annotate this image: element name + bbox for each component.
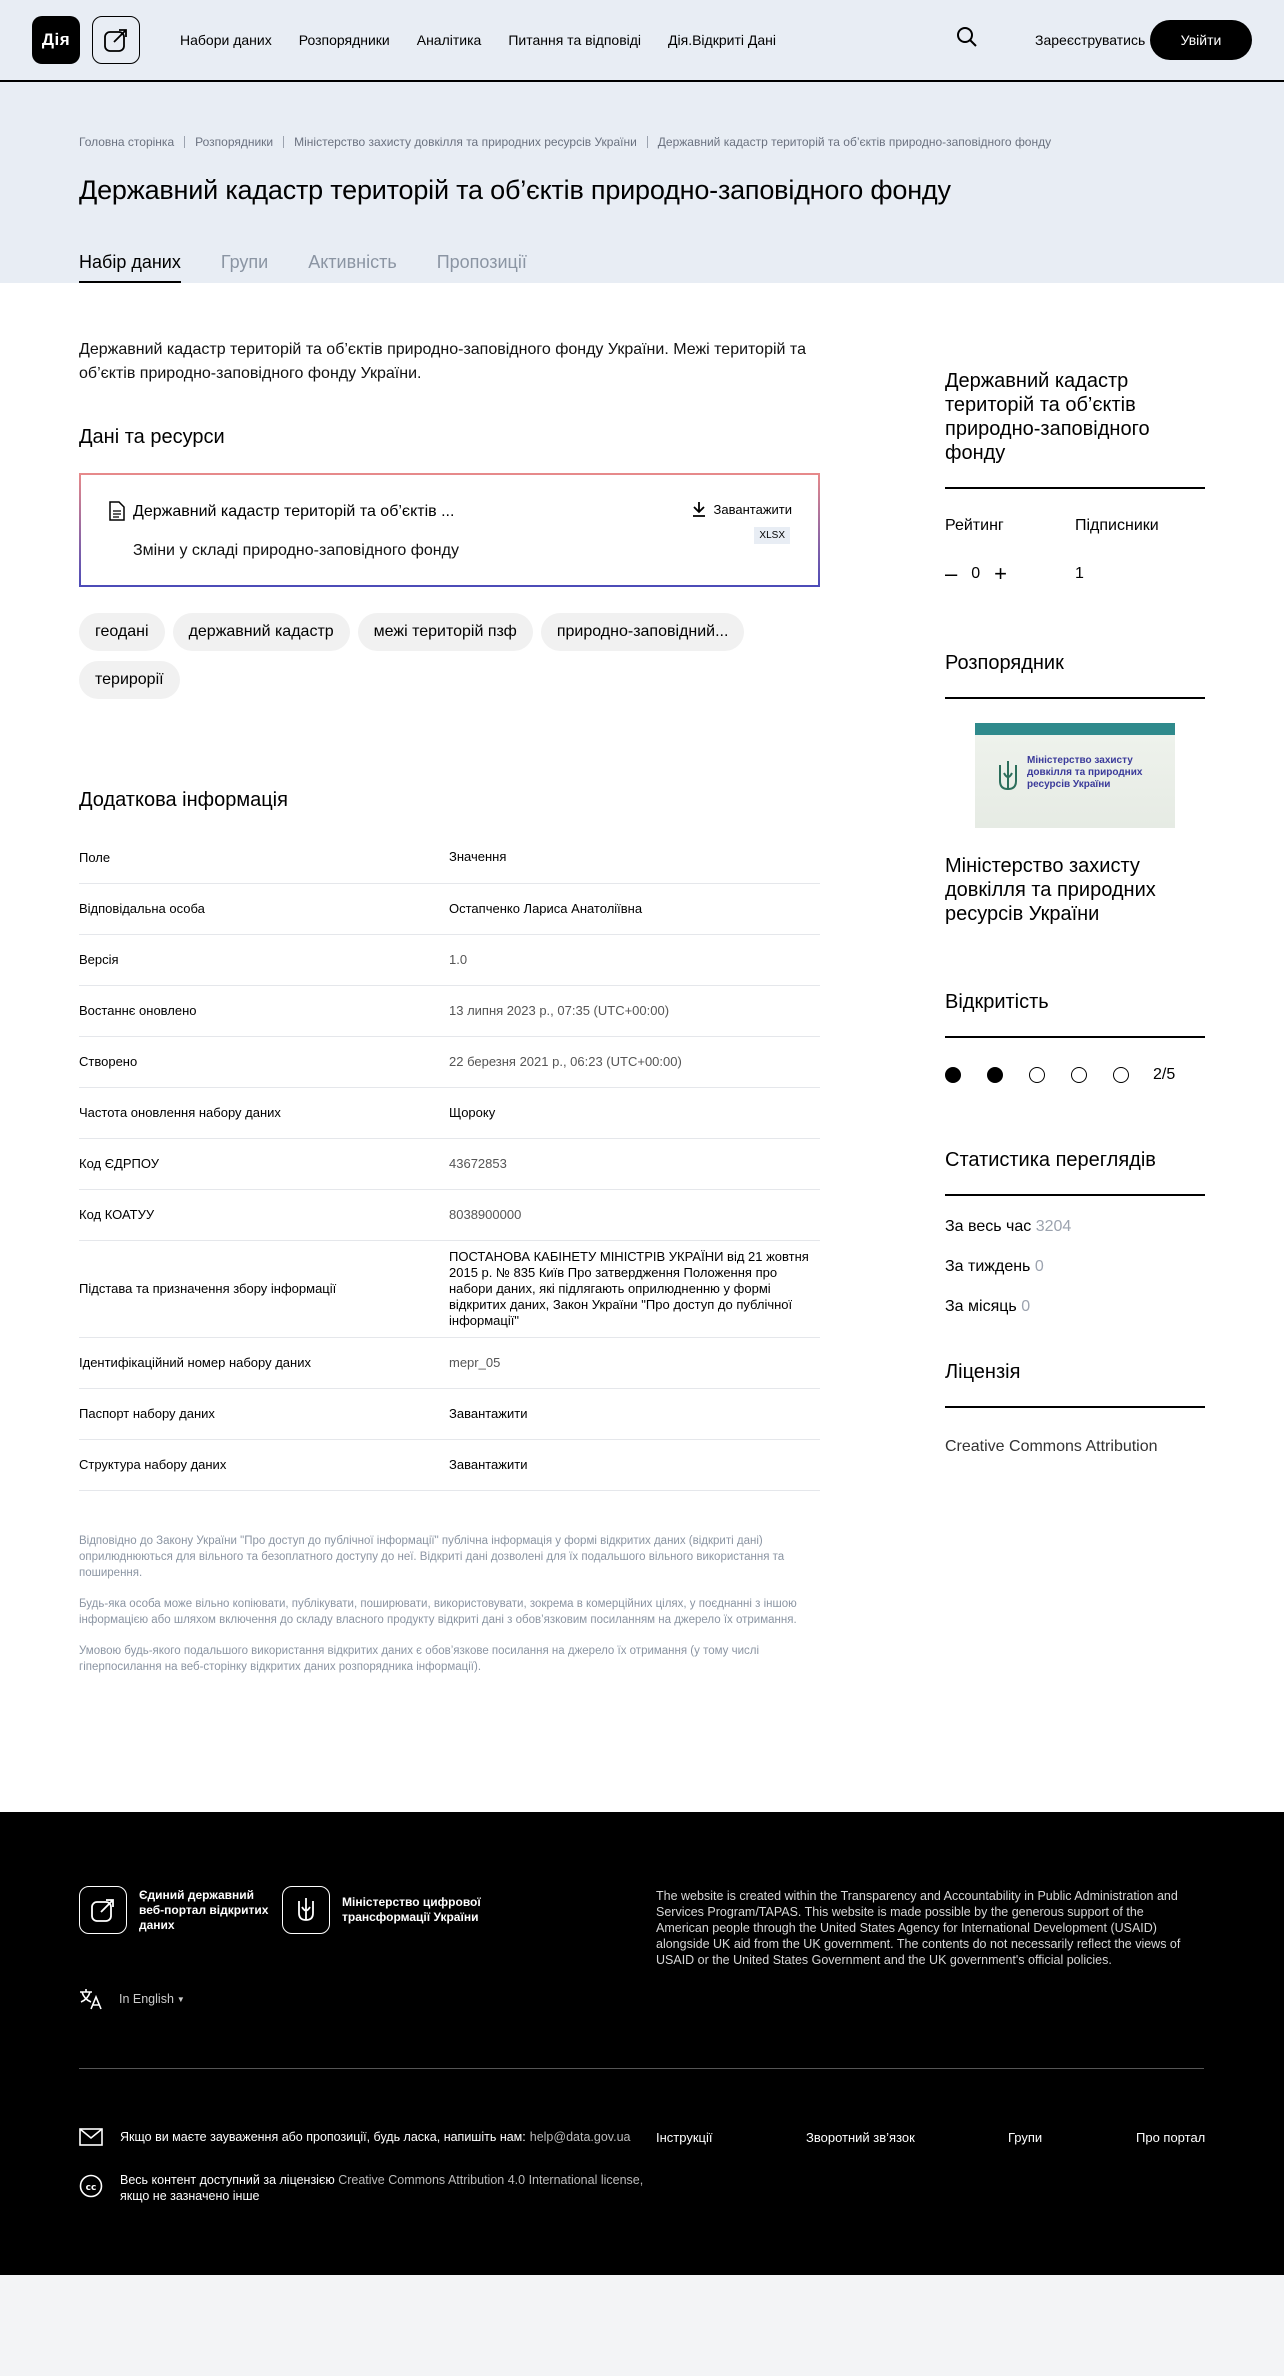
table-row: [79, 985, 820, 1036]
sidebar: [945, 283, 1205, 1456]
resource-card[interactable]: [79, 473, 820, 587]
row-key: Ідентифікаційний номер набору даних: [79, 1337, 449, 1388]
rating-control: [945, 561, 1205, 587]
dia-logo[interactable]: Дія: [32, 16, 80, 64]
row-value: ПОСТАНОВА КАБІНЕТУ МІНІСТРІВ УКРАЇНИ від 21 жовтня 2015 р. № 835 Київ Про затвердження Положення про набори даних, які підлягають оприлюдненню у формі відкритих даних, Закон України "Про доступ до публічної інформації": [449, 1240, 820, 1337]
breadcrumb-current: Державний кадастр територій та об’єктів природно-заповідного фонду: [657, 135, 1052, 149]
feedback-text: Якщо ви маєте зауваження або пропозиції, будь ласка, напишіть нам:: [120, 2130, 526, 2144]
resource-name[interactable]: Державний кадастр територій та об’єктів ...: [133, 503, 455, 520]
resource-download-label: Завантажити: [713, 501, 792, 517]
open-data-portal-logo-icon[interactable]: [92, 16, 140, 64]
additional-info-heading: Додаткова інформація: [79, 789, 288, 811]
breadcrumb-publishers[interactable]: Розпорядники: [195, 136, 284, 148]
footer-link-about[interactable]: Про портал: [1136, 2130, 1206, 2145]
dataset-description: Державний кадастр територій та об’єктів природно-заповідного фонду України. Межі територій та об’єктів природно-заповідного фонду України.: [79, 341, 806, 382]
stat-week: [945, 1258, 1205, 1276]
row-value: Щороку: [449, 1087, 820, 1138]
stat-value: 3204: [1035, 1218, 1072, 1235]
tag-item[interactable]: природно-заповідний...: [541, 613, 745, 651]
stat-label: За місяць: [945, 1298, 1017, 1315]
legal-paragraph: Будь-яка особа може вільно копіювати, публікувати, поширювати, використовувати, зокрема в комерційних цілях, у поєднанні з іншою інформацією або шляхом включення до складу власного продукту відкриті дані з обов’язковим посиланням на джерело їх отримання.: [79, 1597, 797, 1626]
table-row: [79, 1189, 820, 1240]
stat-label: За тиждень: [945, 1258, 1031, 1275]
trident-icon: [997, 759, 1019, 795]
stat-month: [945, 1298, 1205, 1316]
openness-dot: [945, 1067, 961, 1083]
row-key: Відповідальна особа: [79, 883, 449, 934]
footer-usaid-note: The website is created within the Transparency and Accountability in Public Administration and Services Program/TAPAS. This website is made possible by the generous support of the American people through the United States Agency for International Development (USAID) alongside UK aid from the UK government. The contents do not necessarily reflect the views of USAID or the United States Government and the UK government's official policies.: [656, 1889, 1181, 1967]
legal-paragraph: Умовою будь-якого подальшого використання відкритих даних є обов’язкове посилання на джерело їх отримання (у тому числі гіперпосилання на веб-сторінку відкритих даних розпорядника інформації).: [79, 1644, 760, 1673]
resource-download-button[interactable]: [692, 501, 792, 517]
row-value: mepr_05: [449, 1337, 820, 1388]
row-key: Створено: [79, 1036, 449, 1087]
tab-dataset[interactable]: Набір даних: [79, 252, 181, 283]
trident-icon: [282, 1886, 330, 1934]
license-link[interactable]: Creative Commons Attribution: [945, 1438, 1158, 1455]
footer-link-instructions[interactable]: Інструкції: [656, 2130, 713, 2145]
owner-heading: Розпорядник: [945, 651, 1205, 699]
openness-dot: [1071, 1067, 1087, 1083]
tab-groups[interactable]: Групи: [220, 252, 269, 272]
footer-link-feedback[interactable]: Зворотний зв’язок: [806, 2130, 915, 2145]
tag-item[interactable]: терирорії: [79, 661, 180, 699]
download-icon: [692, 501, 706, 517]
table-header-field: Поле: [79, 832, 449, 883]
owner-name[interactable]: Міністерство захисту довкілля та природних ресурсів України: [945, 855, 1156, 925]
translate-icon: [79, 1988, 103, 2010]
structure-download-link[interactable]: Завантажити: [449, 1439, 820, 1490]
row-value: Остапченко Лариса Анатоліївна: [449, 883, 820, 934]
license-prefix: Весь контент доступний за ліцензією: [120, 2173, 335, 2187]
openness-rating: [945, 1066, 1205, 1084]
openness-dot: [1029, 1067, 1045, 1083]
mail-icon: [79, 2128, 103, 2146]
row-value: 1.0: [449, 934, 820, 985]
nav-datasets[interactable]: Набори даних: [180, 32, 272, 48]
rating-increase-button[interactable]: +: [994, 561, 1008, 586]
openness-score: 2/5: [1153, 1066, 1176, 1083]
license-heading: Ліцензія: [945, 1360, 1205, 1408]
nav-publishers[interactable]: Розпорядники: [298, 32, 390, 48]
row-key: Підстава та призначення збору інформації: [79, 1240, 449, 1337]
footer-portal-logo-text: Єдиний державний веб-портал відкритих даних: [139, 1887, 269, 1932]
footer-license-link[interactable]: Creative Commons Attribution 4.0 International license,: [338, 2173, 644, 2187]
row-key: Частота оновлення набору даних: [79, 1087, 449, 1138]
svg-text:cc: cc: [85, 2183, 97, 2193]
openness-heading: Відкритість: [945, 990, 1205, 1038]
footer-feedback: [79, 2128, 630, 2146]
footer: [0, 1812, 1284, 2275]
breadcrumb: [79, 136, 1205, 148]
language-label[interactable]: In English: [119, 1992, 174, 2006]
additional-info-table: [79, 832, 820, 1491]
row-key: Паспорт набору даних: [79, 1388, 449, 1439]
nav-faq[interactable]: Питання та відповіді: [508, 32, 642, 48]
footer-portal-logo[interactable]: [79, 1886, 269, 1934]
feedback-email-link[interactable]: help@data.gov.ua: [529, 2130, 631, 2144]
stats-heading: Статистика переглядів: [945, 1148, 1205, 1196]
owner-section: [945, 651, 1205, 926]
table-header-row: [79, 832, 820, 883]
table-row: [79, 934, 820, 985]
main-column: [79, 283, 820, 1690]
sidebar-dataset-title: Державний кадастр територій та об’єктів природно-заповідного фонду: [945, 369, 1205, 489]
subscribers-label: Підписники: [1075, 517, 1159, 534]
rating-label: Рейтинг: [945, 517, 1004, 534]
open-data-portal-icon: [79, 1886, 127, 1934]
main-nav: [180, 32, 803, 48]
footer-link-groups[interactable]: Групи: [1008, 2130, 1043, 2145]
page-title: Державний кадастр територій та об’єктів природно-заповідного фонду: [79, 175, 951, 205]
footer-ministry-logo-text: Міністерство цифрової трансформації України: [342, 1895, 481, 1924]
stat-value: 0: [1034, 1258, 1044, 1275]
breadcrumb-home[interactable]: Головна сторінка: [79, 136, 185, 148]
tag-item[interactable]: державний кадастр: [173, 613, 350, 651]
row-value: 22 березня 2021 р., 06:23 (UTC+00:00): [449, 1036, 820, 1087]
table-row: [79, 1138, 820, 1189]
chevron-down-icon: ▼: [176, 1994, 185, 2004]
dataset-content: [0, 283, 1284, 1812]
subscribers-count: 1: [1075, 565, 1084, 582]
ministry-logo-text: Міністерство захисту довкілля та природних ресурсів України: [1027, 755, 1143, 790]
table-header-value: Значення: [449, 832, 820, 883]
stat-all-time: [945, 1218, 1205, 1236]
rating-header: [945, 517, 1205, 535]
stat-value: 0: [1021, 1298, 1031, 1315]
row-value: 13 липня 2023 р., 07:35 (UTC+00:00): [449, 985, 820, 1036]
row-key: Версія: [79, 934, 449, 985]
row-value: 43672853: [449, 1138, 820, 1189]
row-key: Востаннє оновлено: [79, 985, 449, 1036]
top-navigation-bar: [0, 0, 1284, 82]
table-row: [79, 1439, 820, 1490]
tag-item[interactable]: межі територій пзф: [358, 613, 533, 651]
language-switcher[interactable]: [79, 1988, 185, 2010]
passport-download-link[interactable]: Завантажити: [449, 1388, 820, 1439]
row-value: 8038900000: [449, 1189, 820, 1240]
stat-label: За весь час: [945, 1218, 1032, 1235]
login-button[interactable]: Увійти: [1150, 20, 1252, 60]
table-row: [79, 1337, 820, 1388]
openness-dot: [1113, 1067, 1129, 1083]
nav-dia-open-data[interactable]: Дія.Відкриті Дані: [668, 32, 776, 48]
table-row: [79, 1240, 820, 1337]
breadcrumb-ministry[interactable]: Міністерство захисту довкілля та природних ресурсів України: [294, 136, 648, 148]
row-key: Код ЄДРПОУ: [79, 1138, 449, 1189]
rating-decrease-button[interactable]: –: [945, 561, 958, 586]
table-row: [79, 883, 820, 934]
license-section: [945, 1360, 1205, 1456]
nav-analytics[interactable]: Аналітика: [416, 32, 482, 48]
row-key: Код КОАТУУ: [79, 1189, 449, 1240]
tag-list: [79, 613, 799, 709]
resource-subtitle: Зміни у складі природно-заповідного фонду: [133, 542, 459, 559]
dataset-tabs: [79, 252, 567, 283]
footer-ministry-logo[interactable]: [282, 1886, 512, 1934]
license-suffix: якщо не зазначено інше: [120, 2189, 260, 2203]
resources-heading: Дані та ресурси: [79, 426, 225, 448]
search-icon[interactable]: [956, 26, 980, 50]
register-link[interactable]: Зареєструватись: [1035, 32, 1146, 48]
footer-divider: [79, 2068, 1204, 2069]
tab-activity[interactable]: Активність: [308, 252, 397, 272]
table-row: [79, 1388, 820, 1439]
legal-paragraph: Відповідно до Закону України "Про доступ до публічної інформації" публічна інформація у формі відкритих даних (відкриті дані) оприлюднюються для вільного та безоплатного доступу до неї. Відкриті дані дозволені для їх подальшого вільного використання та поширення.: [79, 1534, 785, 1579]
tag-item[interactable]: геодані: [79, 613, 165, 651]
resource-format-badge: XLSX: [754, 527, 790, 544]
ministry-logo[interactable]: [975, 723, 1175, 828]
row-key: Структура набору даних: [79, 1439, 449, 1490]
openness-section: [945, 990, 1205, 1084]
stats-section: [945, 1148, 1205, 1316]
rating-value: 0: [971, 565, 981, 582]
legal-notice: [79, 1533, 820, 1675]
file-icon: [109, 501, 125, 521]
dataset-hero: [0, 82, 1284, 283]
creative-commons-icon: [79, 2174, 103, 2198]
table-row: [79, 1087, 820, 1138]
tab-proposals[interactable]: Пропозиції: [436, 252, 527, 272]
table-row: [79, 1036, 820, 1087]
openness-dot: [987, 1067, 1003, 1083]
footer-license: [79, 2172, 643, 2204]
